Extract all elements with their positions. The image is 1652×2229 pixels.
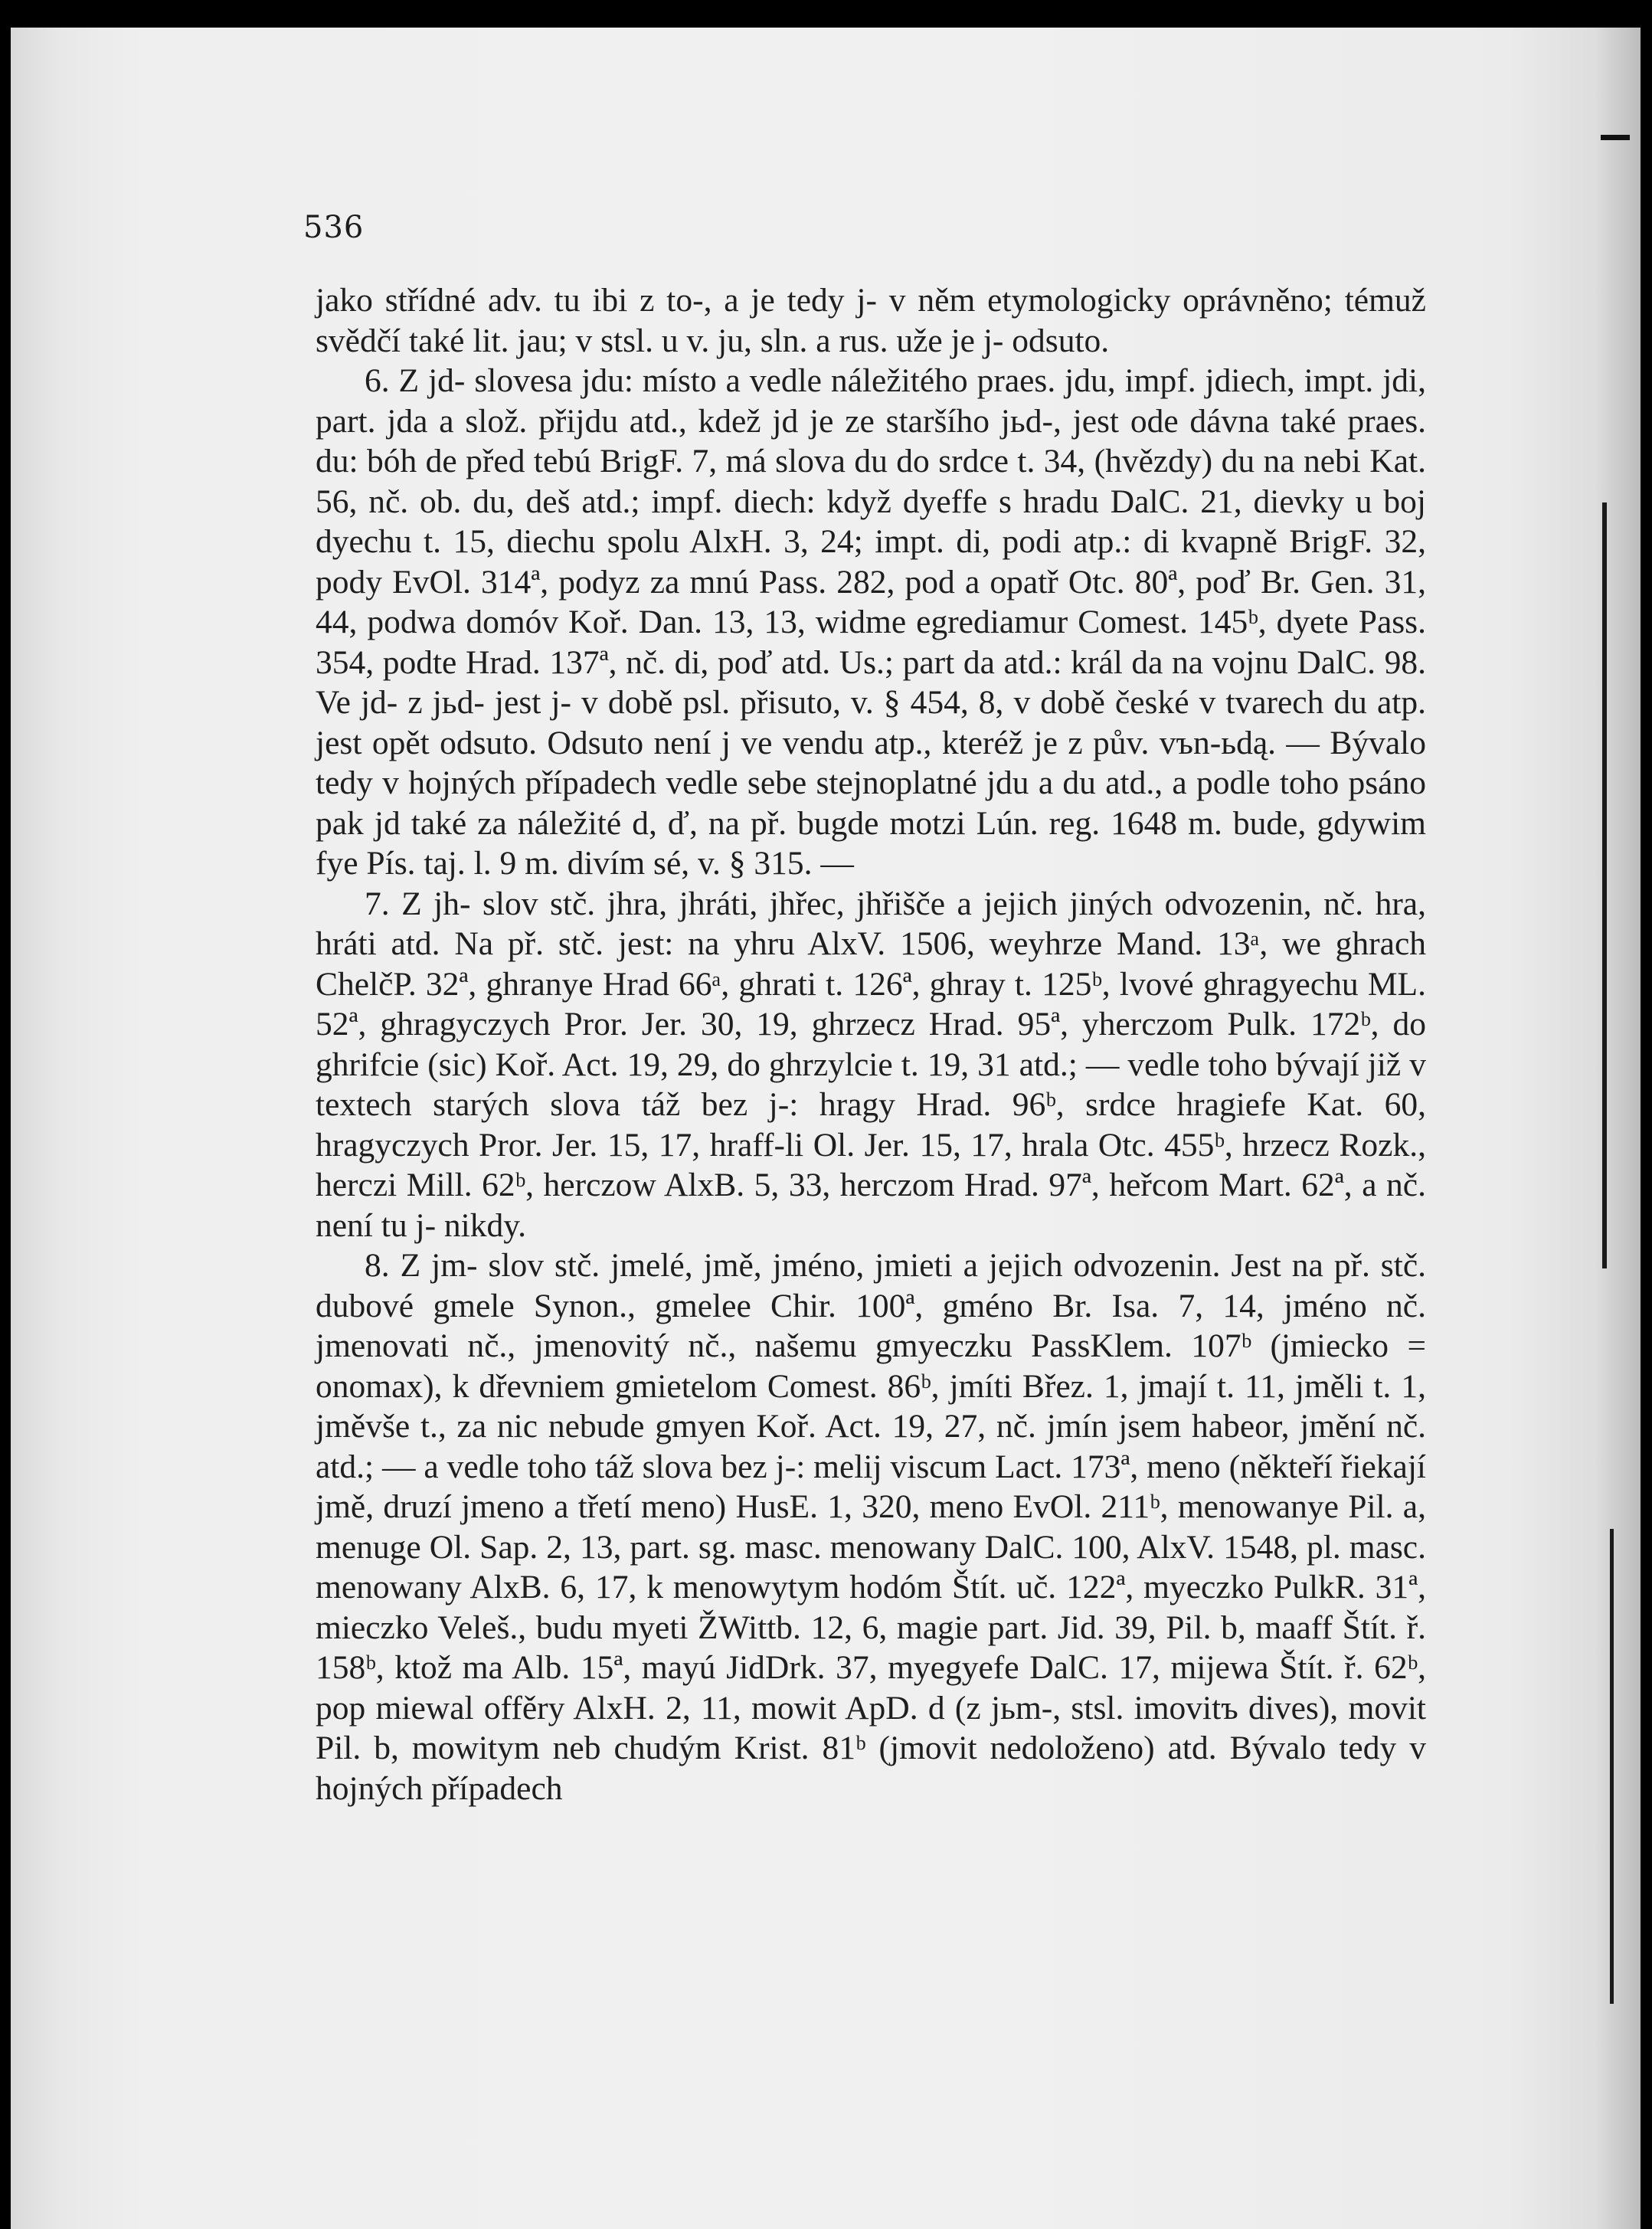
binding-shadow-line-lower — [1610, 1529, 1614, 2004]
paragraph-8: 8. Z jm- slov stč. jmelé, jmě, jméno, jmieti a jejich odvozenin. Jest na př. stč. dubové gmele Synon., gmelee Chir. 100ª, gméno Br. Isa. 7, 14, jméno nč. jmenovati nč., jmenovitý nč., našemu gmyeczku PassKlem. 107ᵇ (jmiecko = onomax), k dřevniem gmietelom Comest. 86ᵇ, jmíti Břez. 1, jmají t. 11, jměli t. 1, jměvše t., za nic nebude gmyen Koř. Act. 19, 27, nč. jmín jsem habeor, jmění nč. atd.; — a vedle toho táž slova bez j-: melij viscum Lact. 173ª, meno (někteří řiekají jmě, druzí jmeno a třetí meno) HusE. 1, 320, meno EvOl. 211ᵇ, menowanye Pil. a, menuge Ol. Sap. 2, 13, part. sg. masc. menowany DalC. 100, AlxV. 1548, pl. masc. menowany AlxB. 6, 17, k menowytym hodóm Štít. uč. 122ª, myeczko PulkR. 31ª, mieczko Veleš., budu myeti ŽWittb. 12, 6, magie part. Jid. 39, Pil. b, maaff Štít. ř. 158ᵇ, ktož ma Alb. 15ª, mayú JidDrk. 37, myegyefe DalC. 17, mijewa Štít. ř. 62ᵇ, pop miewal offěry AlxH. 2, 11, mowit ApD. d (z jьm-, stsl. imovitъ dives), movit Pil. b, mowitym neb chudým Krist. 81ᵇ (jmovit nedoloženo) atd. Bývalo tedy v hojných případech — [316, 1247, 1426, 1807]
margin-mark — [1601, 135, 1630, 140]
book-page — [11, 28, 1641, 2229]
page-number: 536 — [303, 210, 365, 245]
page-edge-shadow — [1595, 28, 1641, 2229]
binding-shadow-line — [1602, 502, 1607, 1268]
paragraph-6: 6. Z jd- slovesa jdu: místo a vedle náležitého praes. jdu, impf. jdiech, impt. jdi, part. jda a slož. přijdu atd., kdež jd je ze staršího jьd-, jest ode dávna také praes. du: bóh de před tebú BrigF. 7, má slova du do srdce t. 34, (hvězdy) du na nebi Kat. 56, nč. ob. du, deš atd.; impf. diech: když dyeffe s hradu DalC. 21, dievky u boj dyechu t. 15, diechu spolu AlxH. 3, 24; impt. di, podi atp.: di kvapně BrigF. 32, pody EvOl. 314ª, podyz za mnú Pass. 282, pod a opatř Otc. 80ª, poď Br. Gen. 31, 44, podwa domóv Koř. Dan. 13, 13, widme egrediamur Comest. 145ᵇ, dyete Pass. 354, podte Hrad. 137ª, nč. di, poď atd. Us.; part da atd.: král da na vojnu DalC. 98. Ve jd- z jьd- jest j- v době psl. přisuto, v. § 454, 8, v době české v tvarech du atp. jest opět odsuto. Odsuto není j ve vendu atp., kteréž je z pův. vъn-ьdą. — Bývalo tedy v hojných případech vedle sebe stejnoplatné jdu a du atd., a podle toho psáno pak jd také za náležité d, ď, na př. bugde motzi Lún. reg. 1648 m. bude, gdywim fye Pís. taj. l. 9 m. divím sé, v. § 315. — — [316, 362, 1426, 882]
paragraph-continued: jako střídné adv. tu ibi z to-, a je tedy j- v něm etymologicky oprávněno; témuž svědčí také lit. jau; v stsl. u v. ju, sln. a rus. uže je j- odsuto. — [316, 282, 1426, 359]
paragraph-7: 7. Z jh- slov stč. jhra, jhráti, jhřec, jhřišče a jejich jiných odvozenin, nč. hra, hráti atd. Na př. stč. jest: na yhru AlxV. 1506, weyhrze Mand. 13ᵃ, we ghrach ChelčP. 32ª, ghranye Hrad 66ᵃ, ghrati t. 126ª, ghray t. 125ᵇ, lvové ghragyechu ML. 52ª, ghragyczych Pror. Jer. 30, 19, ghrzecz Hrad. 95ª, yherczom Pulk. 172ᵇ, do ghrifcie (sic) Koř. Act. 19, 29, do ghrzylcie t. 19, 31 atd.; — vedle toho bývají již v textech starých slova táž bez j-: hragy Hrad. 96ᵇ, srdce hragiefe Kat. 60, hragyczych Pror. Jer. 15, 17, hraff-li Ol. Jer. 15, 17, hrala Otc. 455ᵇ, hrzecz Rozk., herczi Mill. 62ᵇ, herczow AlxB. 5, 33, herczom Hrad. 97ª, hеřcom Mart. 62ª, a nč. není tu j- nikdy. — [316, 885, 1426, 1244]
main-text — [316, 280, 1426, 1808]
